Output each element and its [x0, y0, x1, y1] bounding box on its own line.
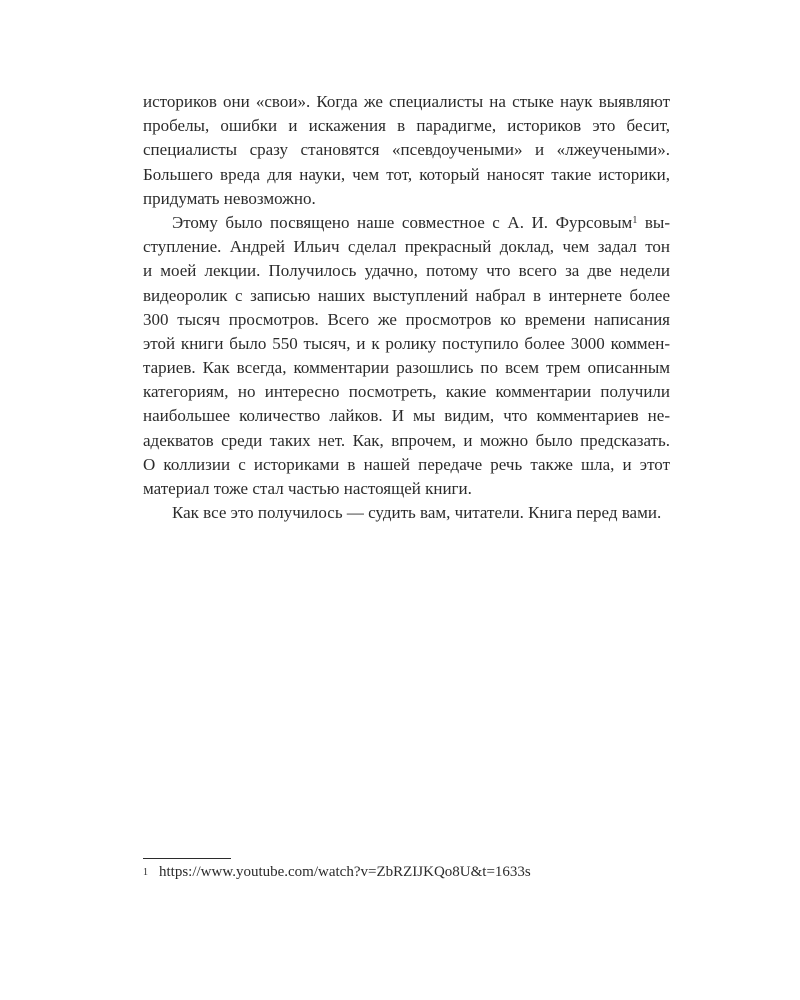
text-line: наибольшее количество лайков. И мы видим, что комментариев не- — [143, 406, 670, 426]
footnote-number: 1 — [143, 867, 148, 878]
text-line: категориям, но интересно посмотреть, какие комментарии получили — [143, 382, 670, 402]
text-line: 300 тысяч просмотров. Всего же просмотров ко времени написания — [143, 309, 670, 329]
text-line: видеоролик с записью наших выступлений набрал в интернете более — [143, 285, 670, 305]
text-line: О коллизии с историками в нашей передаче речь также шла, и этот — [143, 454, 670, 474]
text-line: историков они «свои». Когда же специалисты на стыке наук выявляют — [143, 92, 670, 111]
body-text — [143, 90, 670, 525]
text-line: адекватов среди таких нет. Как, впрочем, и можно было предсказать. — [143, 430, 670, 450]
text-line: и моей лекции. Получилось удачно, потому что всего за две недели — [143, 261, 670, 281]
text-line: специалисты сразу становятся «псевдоучеными» и «лжеучеными». — [143, 140, 670, 160]
text-line: этой книги было 550 тысяч, и к ролику поступило более 3000 коммен- — [143, 333, 670, 353]
text-line: материал тоже стал частью настоящей книги. — [143, 479, 472, 498]
text-line: тариев. Как всегда, комментарии разошлись по всем трем описанным — [143, 358, 670, 378]
text-line-part: вы- — [637, 212, 670, 232]
footnote-link[interactable]: https://www.youtube.com/watch?v=ZbRZIJKQo8U&t=1633s — [159, 864, 531, 880]
text-line: пробелы, ошибки и искажения в парадигме, историков это бесит, — [143, 116, 670, 136]
footnote — [143, 862, 670, 882]
text-line: ступление. Андрей Ильич сделал прекрасный доклад, чем задал тон — [143, 237, 670, 257]
text-line: Как все это получилось — судить вам, читатели. Книга перед вами. — [172, 503, 662, 523]
footnote-reference[interactable]: 1 — [632, 214, 638, 226]
text-line-part: Этому было посвящено наше совместное с А. И. Фурсовым — [172, 212, 633, 232]
footnote-divider — [143, 858, 231, 859]
text-line: Большего вреда для науки, чем тот, который наносят такие историки, — [143, 164, 670, 184]
text-line-with-footnote — [143, 211, 670, 235]
text-line: придумать невозможно. — [143, 188, 316, 208]
